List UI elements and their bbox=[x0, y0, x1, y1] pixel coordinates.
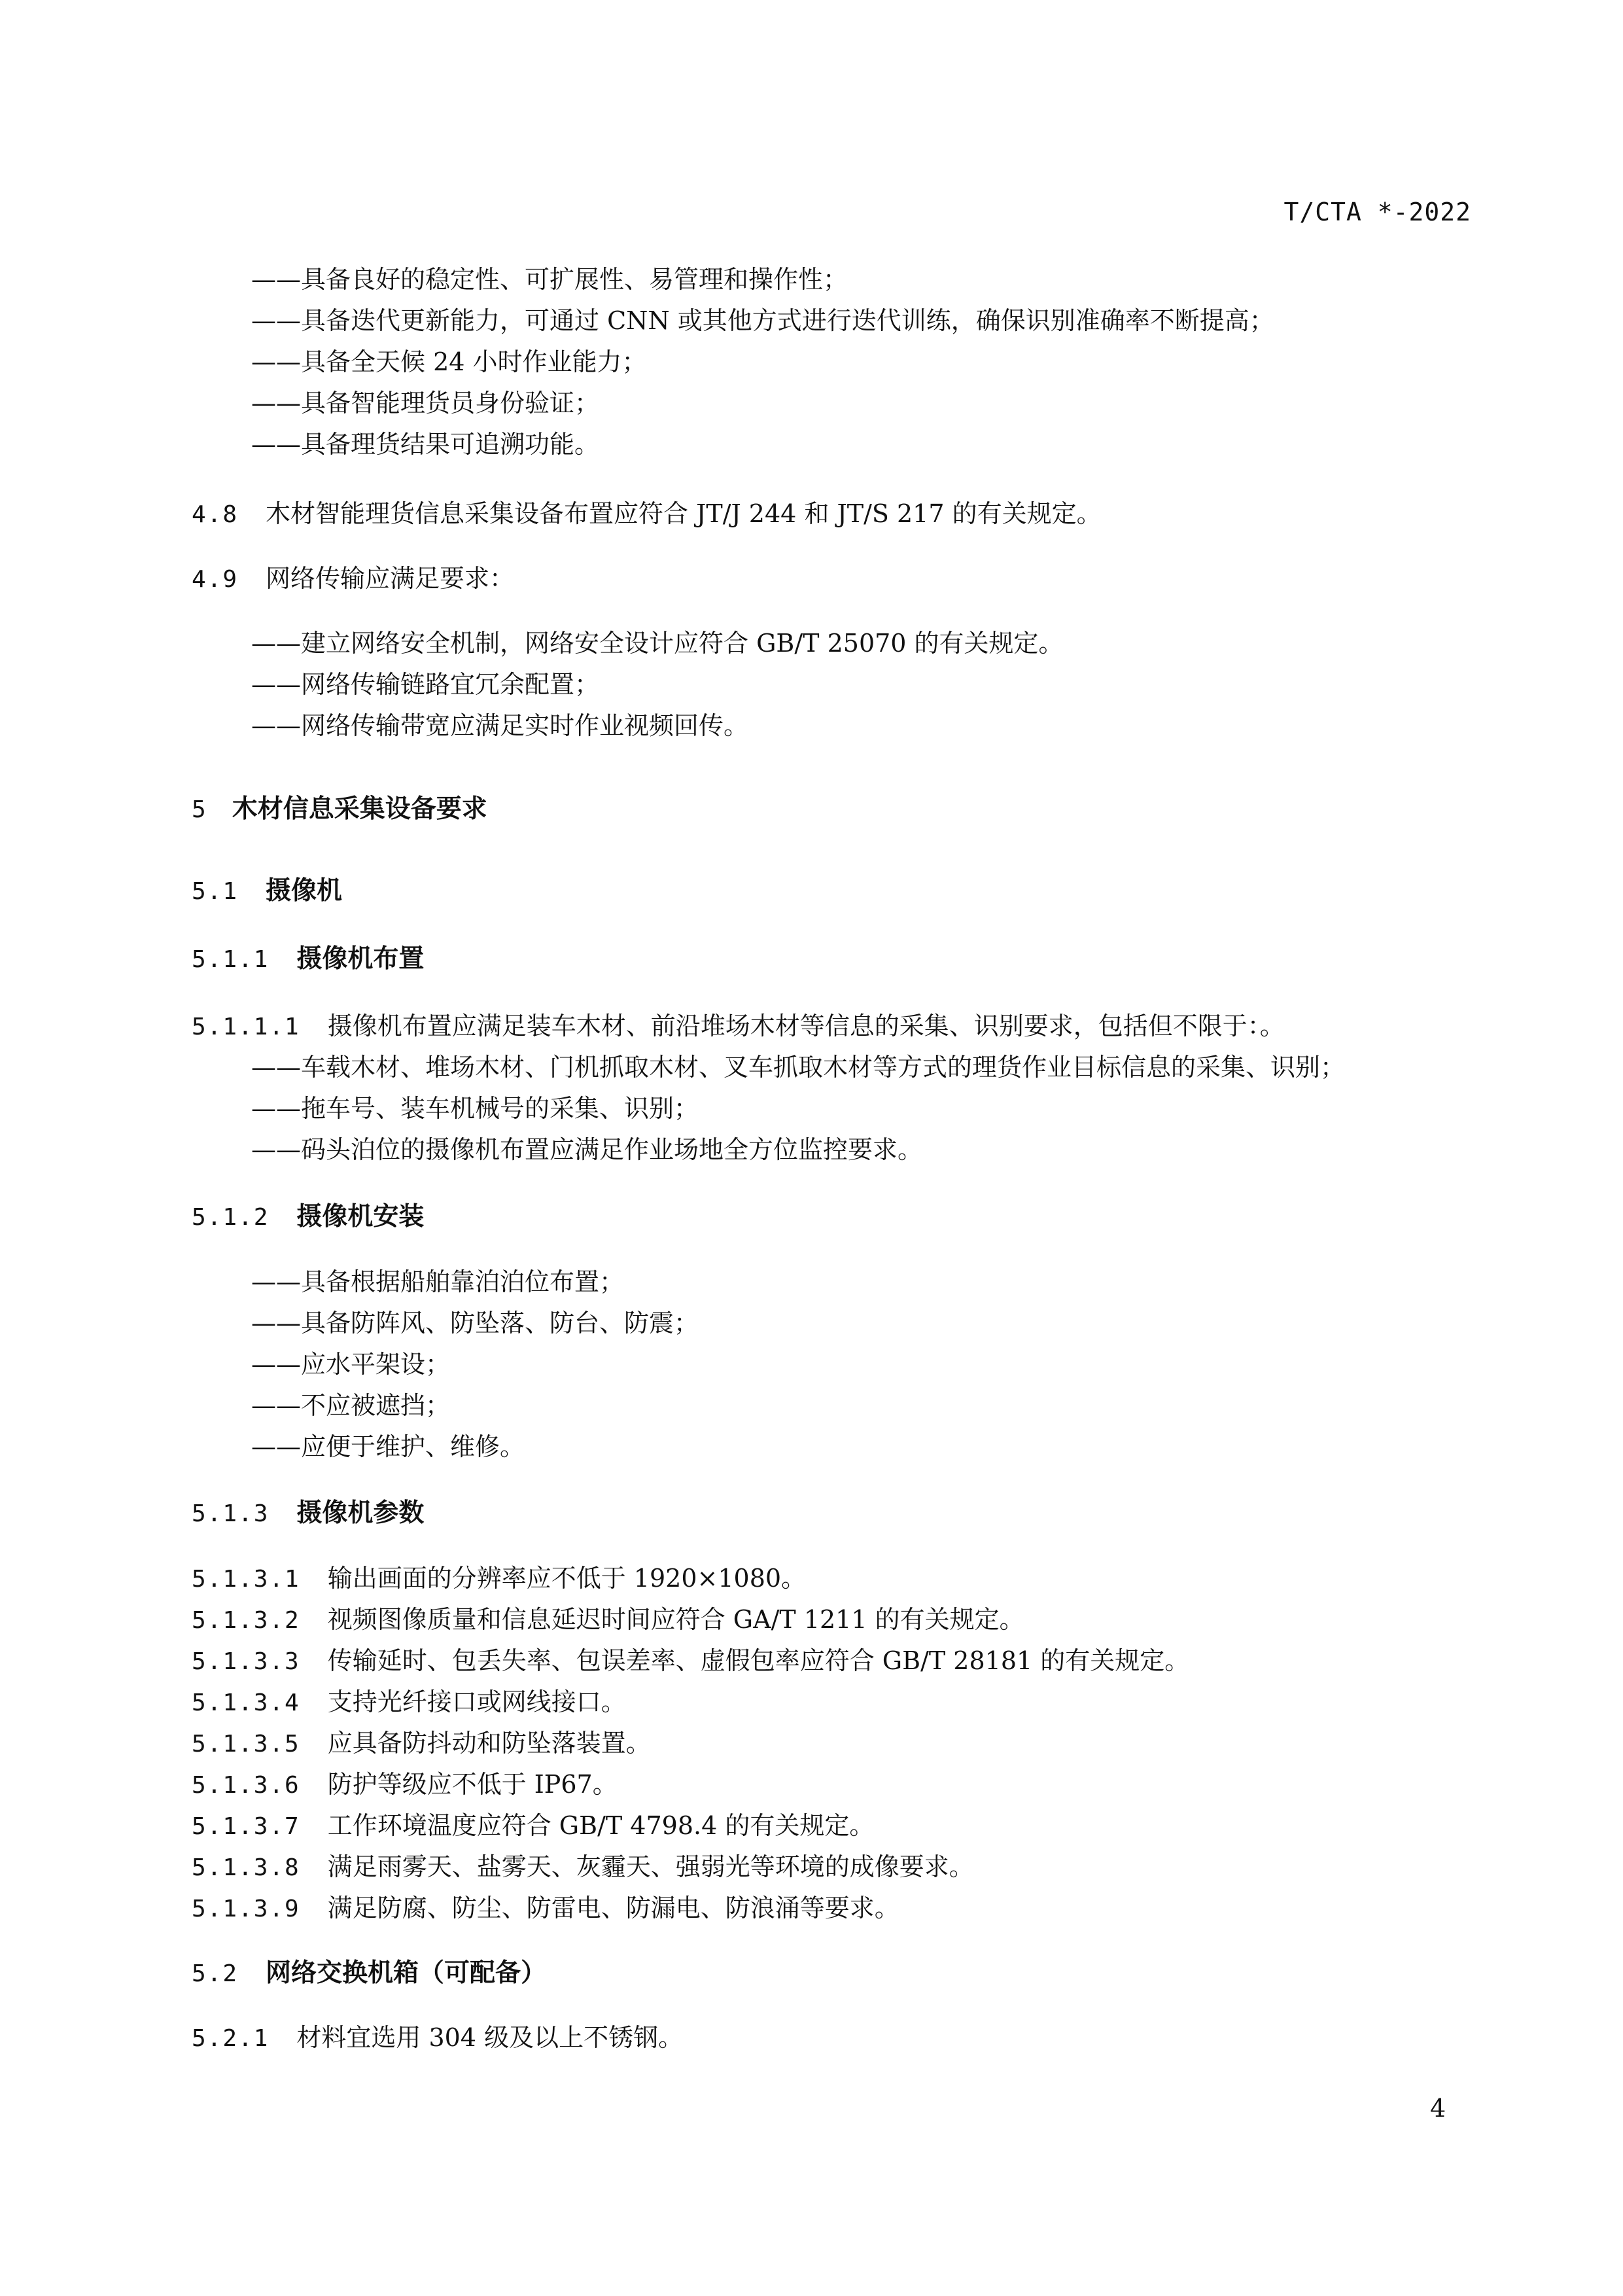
page-number: 4 bbox=[1430, 2094, 1446, 2123]
list-item: ——不应被遮挡； bbox=[251, 1391, 451, 1420]
list-item: ——码头泊位的摄像机布置应满足作业场地全方位监控要求。 bbox=[251, 1135, 923, 1164]
section-number: 5.1.1 bbox=[192, 946, 270, 973]
clause-number: 5.1.1.1 bbox=[192, 1014, 300, 1040]
section-number: 5.1.2 bbox=[192, 1204, 270, 1231]
section-number: 5.1.3 bbox=[192, 1500, 270, 1527]
section-title: 摄像机 bbox=[266, 876, 343, 906]
clause-number: 5.1.3.1 bbox=[192, 1566, 300, 1593]
clause-text: 摄像机布置应满足装车木材、前沿堆场木材等信息的采集、识别要求，包括但不限于：。 bbox=[327, 1012, 1285, 1040]
list-item: ——具备全天候 24 小时作业能力； bbox=[251, 347, 647, 376]
param-clause bbox=[192, 1731, 651, 1756]
list-item: ——具备智能理货员身份验证； bbox=[251, 389, 600, 417]
section-heading-5-1 bbox=[192, 878, 342, 904]
section-number: 5 bbox=[192, 796, 207, 823]
section-number: 5.1 bbox=[192, 878, 239, 905]
document-code: T/CTA *-2022 bbox=[1283, 198, 1471, 226]
param-clause bbox=[192, 1648, 1189, 1674]
param-clause bbox=[192, 1813, 874, 1839]
list-item: ——具备根据船舶靠泊泊位布置； bbox=[251, 1267, 625, 1296]
clause-number: 5.2.1 bbox=[192, 2025, 270, 2052]
list-item: ——具备理货结果可追溯功能。 bbox=[251, 430, 600, 459]
clause-number: 4.9 bbox=[192, 566, 239, 593]
clause-number: 5.1.3.6 bbox=[192, 1772, 300, 1799]
section-number: 5.2 bbox=[192, 1960, 239, 1987]
section-heading-5-2 bbox=[192, 1960, 546, 1986]
clause-number: 4.8 bbox=[192, 501, 239, 528]
clause-number: 5.1.3.8 bbox=[192, 1854, 300, 1881]
clause-text: 输出画面的分辨率应不低于 1920×1080。 bbox=[327, 1564, 807, 1593]
section-title: 摄像机参数 bbox=[296, 1498, 425, 1528]
section-heading-5-1-2 bbox=[192, 1204, 424, 1229]
list-item: ——网络传输链路宜冗余配置； bbox=[251, 670, 600, 699]
clause-number: 5.1.3.5 bbox=[192, 1731, 300, 1757]
list-item: ——具备迭代更新能力，可通过 CNN 或其他方式进行迭代训练，确保识别准确率不断提高； bbox=[251, 306, 1274, 335]
clause-text: 木材智能理货信息采集设备布置应符合 JT/J 244 和 JT/S 217 的有关规定。 bbox=[266, 499, 1102, 528]
param-clause bbox=[192, 1566, 806, 1591]
clause-text: 防护等级应不低于 IP67。 bbox=[327, 1770, 618, 1799]
clause-5-2-1 bbox=[192, 2025, 683, 2051]
clause-number: 5.1.3.2 bbox=[192, 1607, 300, 1634]
clause-4-9 bbox=[192, 566, 514, 592]
list-item: ——拖车号、装车机械号的采集、识别； bbox=[251, 1094, 699, 1123]
section-heading-5-1-1 bbox=[192, 946, 424, 972]
list-item: ——网络传输带宽应满足实时作业视频回传。 bbox=[251, 711, 749, 740]
clause-text: 满足防腐、防尘、防雷电、防漏电、防浪涌等要求。 bbox=[327, 1894, 899, 1922]
clause-text: 应具备防抖动和防坠落装置。 bbox=[327, 1729, 651, 1757]
section-heading-5 bbox=[192, 796, 487, 822]
param-clause bbox=[192, 1854, 974, 1880]
list-item: ——应水平架设； bbox=[251, 1350, 451, 1379]
clause-text: 网络传输应满足要求： bbox=[266, 564, 515, 593]
clause-text: 传输延时、包丢失率、包误差率、虚假包率应符合 GB/T 28181 的有关规定。 bbox=[327, 1646, 1190, 1675]
clause-number: 5.1.3.9 bbox=[192, 1896, 300, 1922]
clause-5-1-1-1 bbox=[192, 1014, 1285, 1039]
clause-text: 视频图像质量和信息延迟时间应符合 GA/T 1211 的有关规定。 bbox=[327, 1605, 1024, 1634]
clause-text: 支持光纤接口或网线接口。 bbox=[327, 1687, 626, 1716]
list-item: ——车载木材、堆场木材、门机抓取木材、叉车抓取木材等方式的理货作业目标信息的采集、识别； bbox=[251, 1053, 1346, 1082]
clause-text: 满足雨雾天、盐雾天、灰霾天、强弱光等环境的成像要求。 bbox=[327, 1852, 974, 1881]
section-title: 摄像机布置 bbox=[296, 944, 425, 974]
list-item: ——具备防阵风、防坠落、防台、防震； bbox=[251, 1309, 699, 1337]
list-item: ——应便于维护、维修。 bbox=[251, 1432, 525, 1461]
clause-number: 5.1.3.3 bbox=[192, 1648, 300, 1675]
section-title: 网络交换机箱（可配备） bbox=[266, 1958, 547, 1988]
clause-4-8 bbox=[192, 501, 1102, 527]
param-clause bbox=[192, 1896, 899, 1921]
clause-number: 5.1.3.4 bbox=[192, 1689, 300, 1716]
clause-text: 材料宜选用 304 级及以上不锈钢。 bbox=[296, 2023, 684, 2052]
section-title: 摄像机安装 bbox=[296, 1202, 425, 1231]
list-item: ——建立网络安全机制，网络安全设计应符合 GB/T 25070 的有关规定。 bbox=[251, 629, 1064, 658]
param-clause bbox=[192, 1772, 618, 1797]
param-clause bbox=[192, 1607, 1024, 1633]
section-heading-5-1-3 bbox=[192, 1500, 424, 1526]
section-title: 木材信息采集设备要求 bbox=[232, 794, 487, 824]
list-item: ——具备良好的稳定性、可扩展性、易管理和操作性； bbox=[251, 265, 848, 294]
clause-number: 5.1.3.7 bbox=[192, 1813, 300, 1840]
param-clause bbox=[192, 1689, 626, 1715]
clause-text: 工作环境温度应符合 GB/T 4798.4 的有关规定。 bbox=[327, 1811, 875, 1840]
